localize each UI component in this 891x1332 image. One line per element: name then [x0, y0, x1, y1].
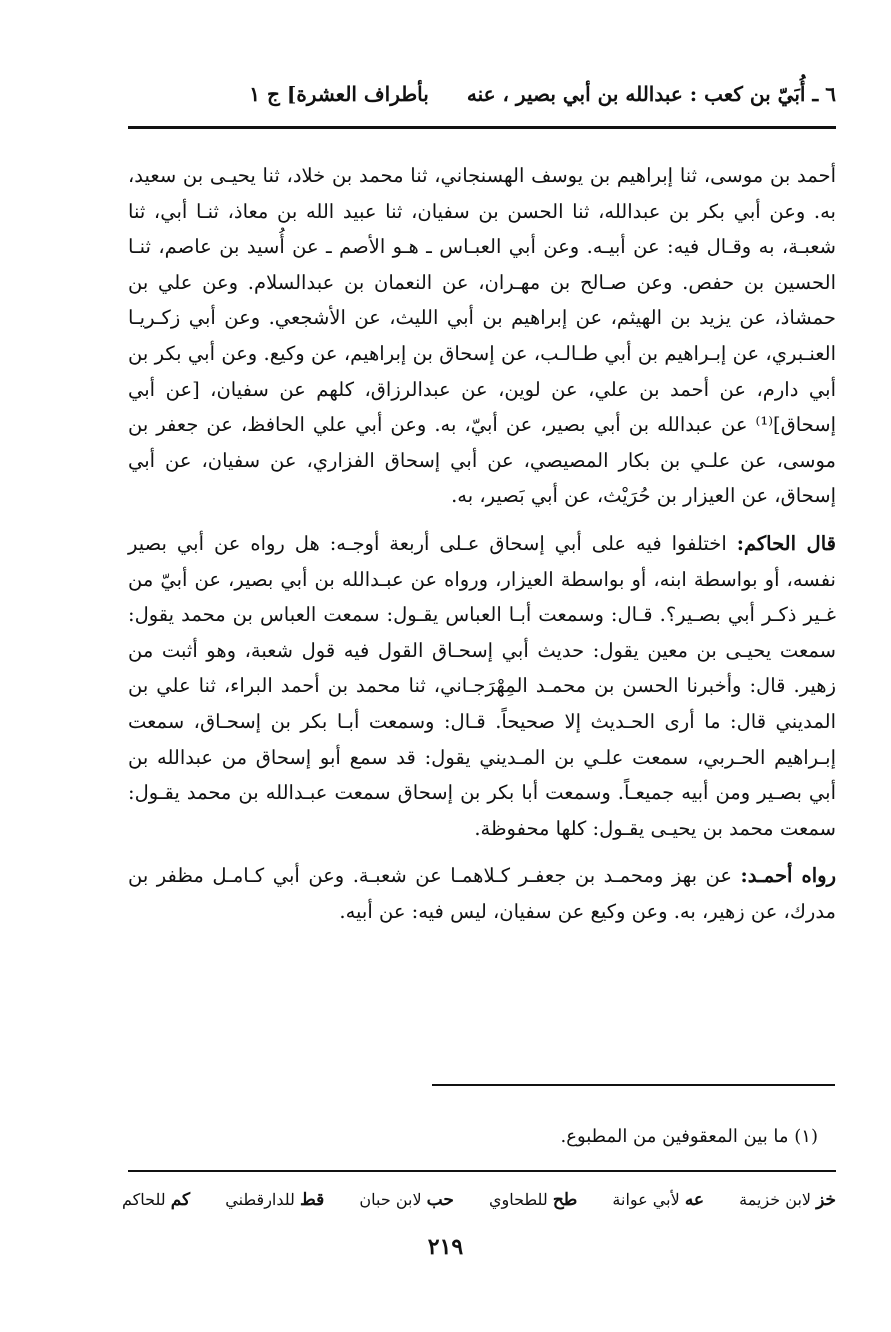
running-header — [128, 78, 836, 110]
paragraph-lead: قال الحاكم: — [736, 531, 836, 555]
abbreviation-code: عه — [684, 1190, 705, 1210]
abbreviation-code: كم — [170, 1190, 191, 1210]
abbreviation-item — [359, 1190, 453, 1210]
footnote: (١) ما بين المعقوفين من المطبوع. — [560, 1126, 818, 1147]
abbreviation-code: حب — [426, 1190, 454, 1210]
abbreviations-legend — [122, 1190, 836, 1210]
abbreviations-rule — [128, 1170, 836, 1172]
footnote-separator — [432, 1084, 835, 1086]
abbreviation-item — [225, 1190, 324, 1210]
paragraph-lead: رواه أحمـد: — [740, 864, 836, 888]
abbreviation-item — [489, 1190, 577, 1210]
abbreviation-label: لأبي عوانة — [612, 1190, 680, 1209]
paragraph-isnad — [128, 158, 836, 514]
paragraph-body: أحمد بن موسى، ثنا إبراهيم بن يوسف الهسنجاني، ثنا محمد بن خلاد، ثنا يحيـى بن سعيد، به. وعن أبي بكر بن عبدالله، ثنا الحسن بن سفيان، ثنا عبيد الله بن معاذ، ثنـا أبي، ثنا شعبـة، به وقـال فيه: عن أبيـه. وعن أبي العبـاس ـ هـو الأصم ـ عن أُسيد بن عاصم، ثنـا الحسين بن حفص. وعن صـالح بن مهـران، عن النعمان بن عبدالسلام. وعن علي بن حمشاذ، عن يزيد بن الهيثم، عن إبراهيم بن أبي الليث، عن الأشجعي. وعن أبي زكـريـا العنـبري، عن إبـراهيم بن أبي طـالـب، عن إسحاق بن إبراهيم، عن وكيع. وعن أبي بكر بن أبي دارم، عن أحمد بن علي، عن لوين، عن عبدالرزاق، كلهم عن سفيان، [عن أبي إسحاق]⁽¹⁾ عن عبدالله بن أبي بصير، عن أبيّ، به. وعن أبي علي الحافظ، عن جعفر بن موسى، عن علـي بن بكار المصيصي، عن أبي إسحاق الفزاري، عن سفيان، عن أبي إسحاق، عن العيزار بن حُرَيْث، عن أبي بَصير، به. — [128, 164, 836, 508]
abbreviation-code: خز — [816, 1190, 836, 1210]
header-book-title: بأطراف العشرة] ج ١ — [249, 82, 429, 106]
page-number: ٢١٩ — [427, 1234, 464, 1260]
paragraph-hakim — [128, 526, 836, 846]
abbreviation-item — [739, 1190, 836, 1210]
paragraph-body: عن بهز ومحمـد بن جعفـر كـلاهمـا عن شعبـة. وعن أبي كـامـل مظفر بن مدرك، عن زهير، به. وعن وكيع عن سفيان، ليس فيه: عن أبيه. — [128, 864, 836, 923]
abbreviation-item — [612, 1190, 704, 1210]
header-chapter-title: ٦ ـ أُبَيّ بن كعب : عبدالله بن أبي بصير ، عنه — [466, 82, 836, 106]
abbreviation-label: لابن خزيمة — [739, 1190, 812, 1209]
paragraph-body: اختلفوا فيه على أبي إسحاق عـلى أربعة أوجـه: هل رواه عن أبي بصير نفسه، أو بواسطة ابنه، أو بواسطة العيزار، ورواه عن عبـدالله بن أبي بصير، عن أبيّ من غـير ذكـر أبي بصـير؟. قـال: وسمعت أبـا العباس يقـول: سمعت العباس بن محمد يقول: سمعت يحيـى بن معين يقول: حديث أبي إسحـاق القول فيه قول شعبة، وهو أثبت من زهير. قال: وأخبرنا الحسن بن محمـد المِهْرَجـاني، ثنا محمد بن أحمد البراء، ثنا علي بن المديني قال: ما أرى الحـديث إلا صحيحاً. قـال: وسمعت أبـا بكر بن إسحـاق، سمعت إبـراهيم الحـربي، سمعت علـي بن المـديني يقول: قد سمع أبو إسحاق من عبدالله بن أبي بصـير ومن أبيه جميعـاً. وسمعت أبا بكر بن إسحاق سمعت عبـدالله بن محمد يقـول: سمعت محمد بن يحيـى يقـول: كلها محفوظة. — [128, 531, 836, 840]
abbreviation-label: للحاكم — [122, 1190, 166, 1209]
abbreviation-label: للدارقطني — [225, 1190, 295, 1209]
abbreviation-label: لابن حبان — [359, 1190, 422, 1209]
abbreviation-code: طح — [552, 1190, 578, 1210]
main-text — [128, 158, 836, 929]
paragraph-ahmad — [128, 858, 836, 929]
header-rule — [128, 126, 836, 129]
abbreviation-item — [122, 1190, 190, 1210]
abbreviation-label: للطحاوي — [488, 1190, 548, 1209]
abbreviation-code: قط — [300, 1190, 325, 1210]
